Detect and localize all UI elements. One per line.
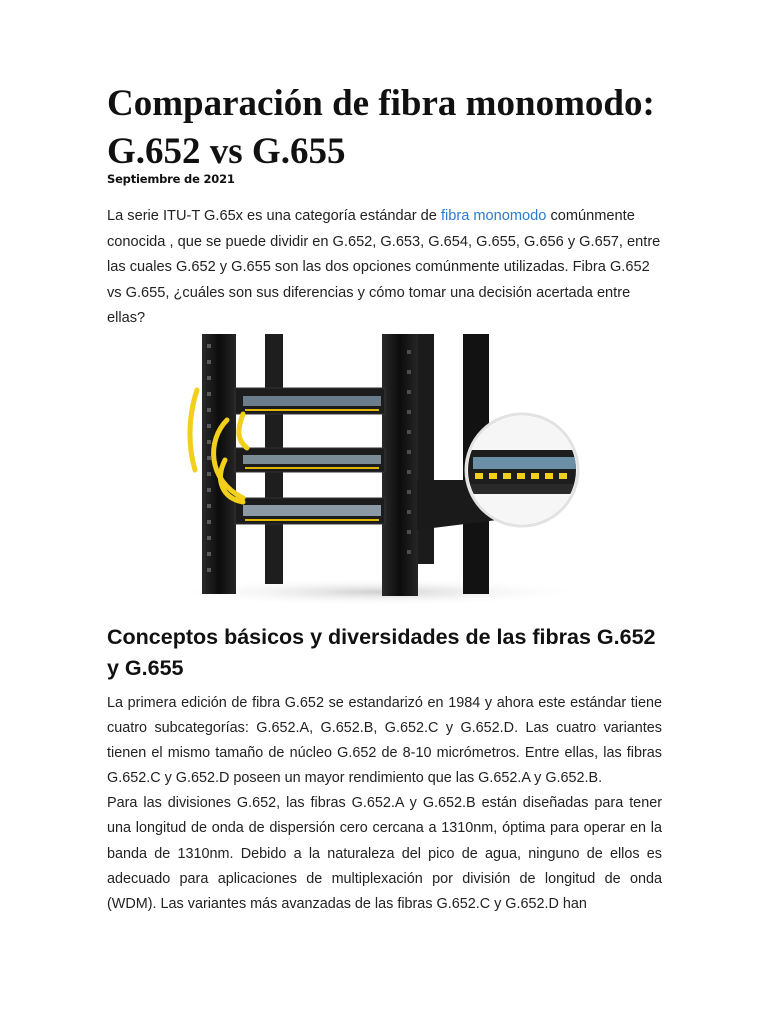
server-rack-image — [167, 330, 617, 610]
fibra-monomodo-link[interactable]: fibra monomodo — [440, 208, 547, 224]
section-heading: Conceptos básicos y diversidades de las fibras G.652 y G.655 — [107, 625, 656, 680]
body-paragraph-2: Para las divisiones G.652, las fibras G.652.A y G.652.B están diseñadas para tener una longitud de onda de dispersión cero cercana a 1310nm, óptima para operar en la banda de 1310nm. Debido a la naturaleza del pico de agua, ninguno de ellos es adecuado para aplicaciones de multiplexación por división de longitud de onda (WDM). Las variantes más avanzadas de las fibras G.652.C y G.652.D han — [107, 795, 662, 912]
section-body — [107, 691, 662, 917]
publish-date: Septiembre de 2021 — [107, 172, 235, 186]
title-line-2: G.652 vs G.655 — [107, 131, 346, 172]
title-line-1: Comparación de fibra monomodo: — [107, 83, 655, 124]
intro-paragraph — [107, 204, 662, 332]
article-title — [107, 80, 667, 176]
intro-text-after: comúnmente conocida , que se puede dividir en G.652, G.653, G.654, G.655, G.656 y G.657, entre las cuales G.652 y G.655 son las dos opciones comúnmente utilizadas. Fibra G.652 vs G.655, ¿cuáles son sus diferencias y cómo tomar una decisión acertada entre ellas? — [107, 208, 661, 326]
intro-text-before: La serie ITU-T G.65x es una categoría estándar de — [107, 208, 441, 224]
body-paragraph-1: La primera edición de fibra G.652 se estandarizó en 1984 y ahora este estándar tiene cuatro subcategorías: G.652.A, G.652.B, G.652.C y G.652.D. Las cuatro variantes tienen el mismo tamaño de núcleo G.652 de 8-10 micrómetros. Entre ellas, las fibras G.652.C y G.652.D poseen un mayor rendimiento que las G.652.A y G.652.B. — [107, 695, 662, 787]
